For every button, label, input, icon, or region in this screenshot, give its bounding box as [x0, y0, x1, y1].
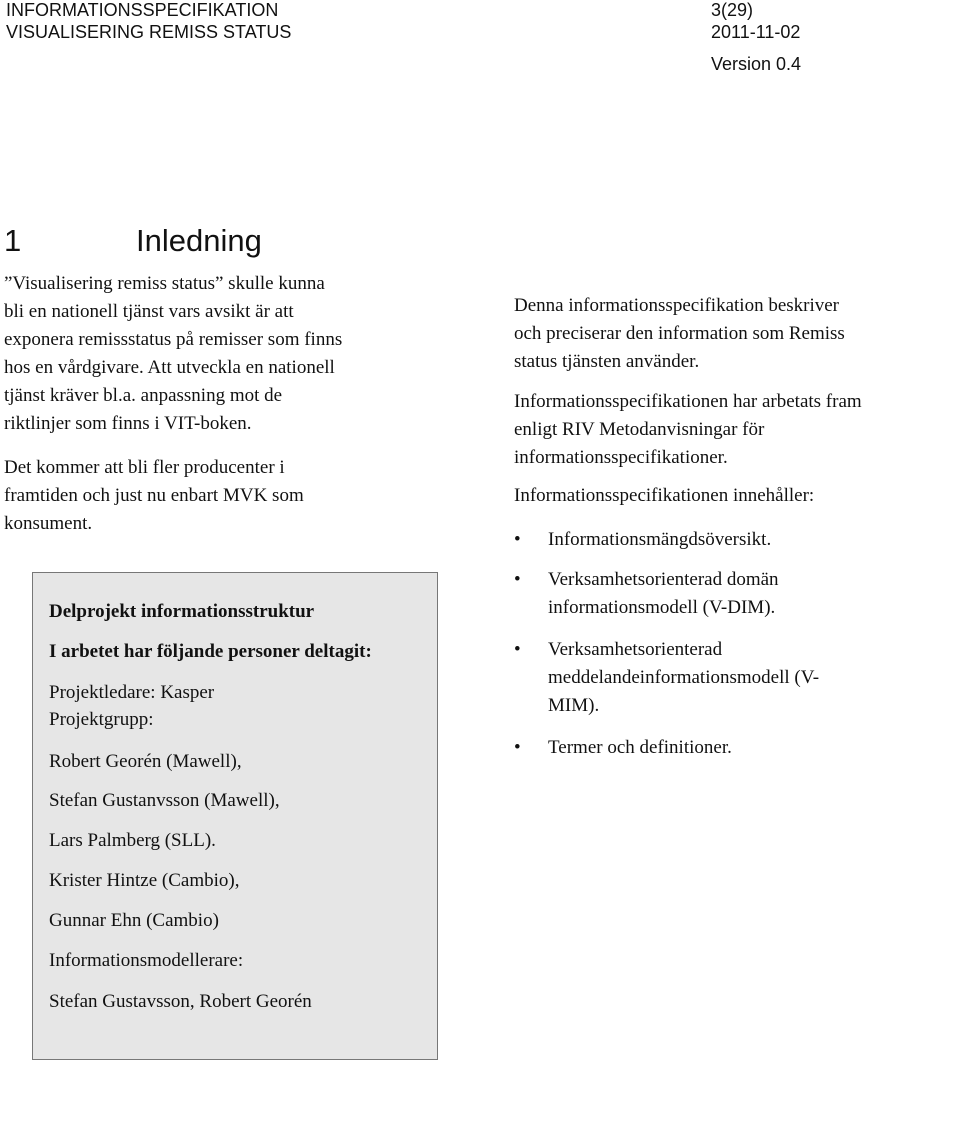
member-item: Robert Georén (Mawell), — [49, 751, 242, 772]
section-number: 1 — [4, 223, 22, 258]
intro-paragraph — [4, 270, 454, 438]
list-item-text: Termer och definitioner. — [548, 737, 732, 758]
text-line: enligt RIV Metodanvisningar för — [514, 419, 765, 440]
bullet-icon: • — [514, 569, 521, 590]
header-page-number: 3(29) — [711, 0, 754, 20]
box-subtitle: I arbetet har följande personer deltagit: — [49, 641, 372, 662]
modellers-names: Stefan Gustavsson, Robert Georén — [49, 991, 312, 1012]
member-item: Gunnar Ehn (Cambio) — [49, 910, 219, 931]
text-line: tjänst kräver bl.a. anpassning mot de — [4, 385, 283, 406]
member-item: Stefan Gustanvsson (Mawell), — [49, 790, 280, 811]
text-line: exponera remissstatus på remisser som finns — [4, 329, 343, 350]
text-line: hos en vårdgivare. Att utveckla en nationell — [4, 357, 335, 378]
header-version: Version 0.4 — [711, 54, 802, 74]
text-line: Informationsspecifikationen har arbetats fram — [514, 391, 862, 412]
list-item-text: Verksamhetsorienterad — [548, 639, 723, 660]
list-item-text: meddelandeinformationsmodell (V- — [548, 667, 820, 688]
text-line: och preciserar den information som Remiss — [514, 323, 845, 344]
header-date: 2011-11-02 — [711, 22, 801, 42]
text-line: status tjänsten använder. — [514, 351, 700, 372]
bullet-icon: • — [514, 529, 521, 550]
bullet-icon: • — [514, 639, 521, 660]
box-title: Delprojekt informationsstruktur — [49, 601, 315, 622]
text-line: Det kommer att bli fler producenter i — [4, 457, 285, 478]
bullet-icon: • — [514, 737, 521, 758]
member-item: Krister Hintze (Cambio), — [49, 870, 240, 891]
project-group-label: Projektgrupp: — [49, 709, 154, 730]
list-item-text: informationsmodell (V-DIM). — [548, 597, 776, 618]
producers-paragraph — [4, 454, 454, 538]
text-line: framtiden och just nu enbart MVK som — [4, 485, 304, 506]
list-item-text: Informationsmängdsöversikt. — [548, 529, 772, 550]
method-paragraph — [514, 388, 960, 472]
text-line: bli en nationell tjänst vars avsikt är att — [4, 301, 294, 322]
project-lead: Projektledare: Kasper — [49, 682, 215, 703]
text-line: konsument. — [4, 513, 93, 534]
contents-intro — [514, 482, 960, 510]
list-item-text: MIM). — [548, 695, 600, 716]
header-doc-type: INFORMATIONSSPECIFIKATION — [6, 0, 279, 20]
header-doc-title: VISUALISERING REMISS STATUS — [6, 22, 292, 42]
project-info-box — [32, 572, 438, 1060]
list-item-text: Verksamhetsorienterad domän — [548, 569, 779, 590]
text-line: informationsspecifikationer. — [514, 447, 728, 468]
member-item: Lars Palmberg (SLL). — [49, 830, 216, 851]
spec-description-paragraph — [514, 292, 960, 376]
section-heading — [4, 222, 262, 260]
text-line: Informationsspecifikationen innehåller: — [514, 485, 815, 506]
text-line: Denna informationsspecifikation beskriver — [514, 295, 840, 316]
section-title: Inledning — [136, 223, 262, 258]
text-line: ”Visualisering remiss status” skulle kunna — [4, 273, 325, 294]
modellers-label: Informationsmodellerare: — [49, 950, 244, 971]
text-line: riktlinjer som finns i VIT-boken. — [4, 413, 252, 434]
